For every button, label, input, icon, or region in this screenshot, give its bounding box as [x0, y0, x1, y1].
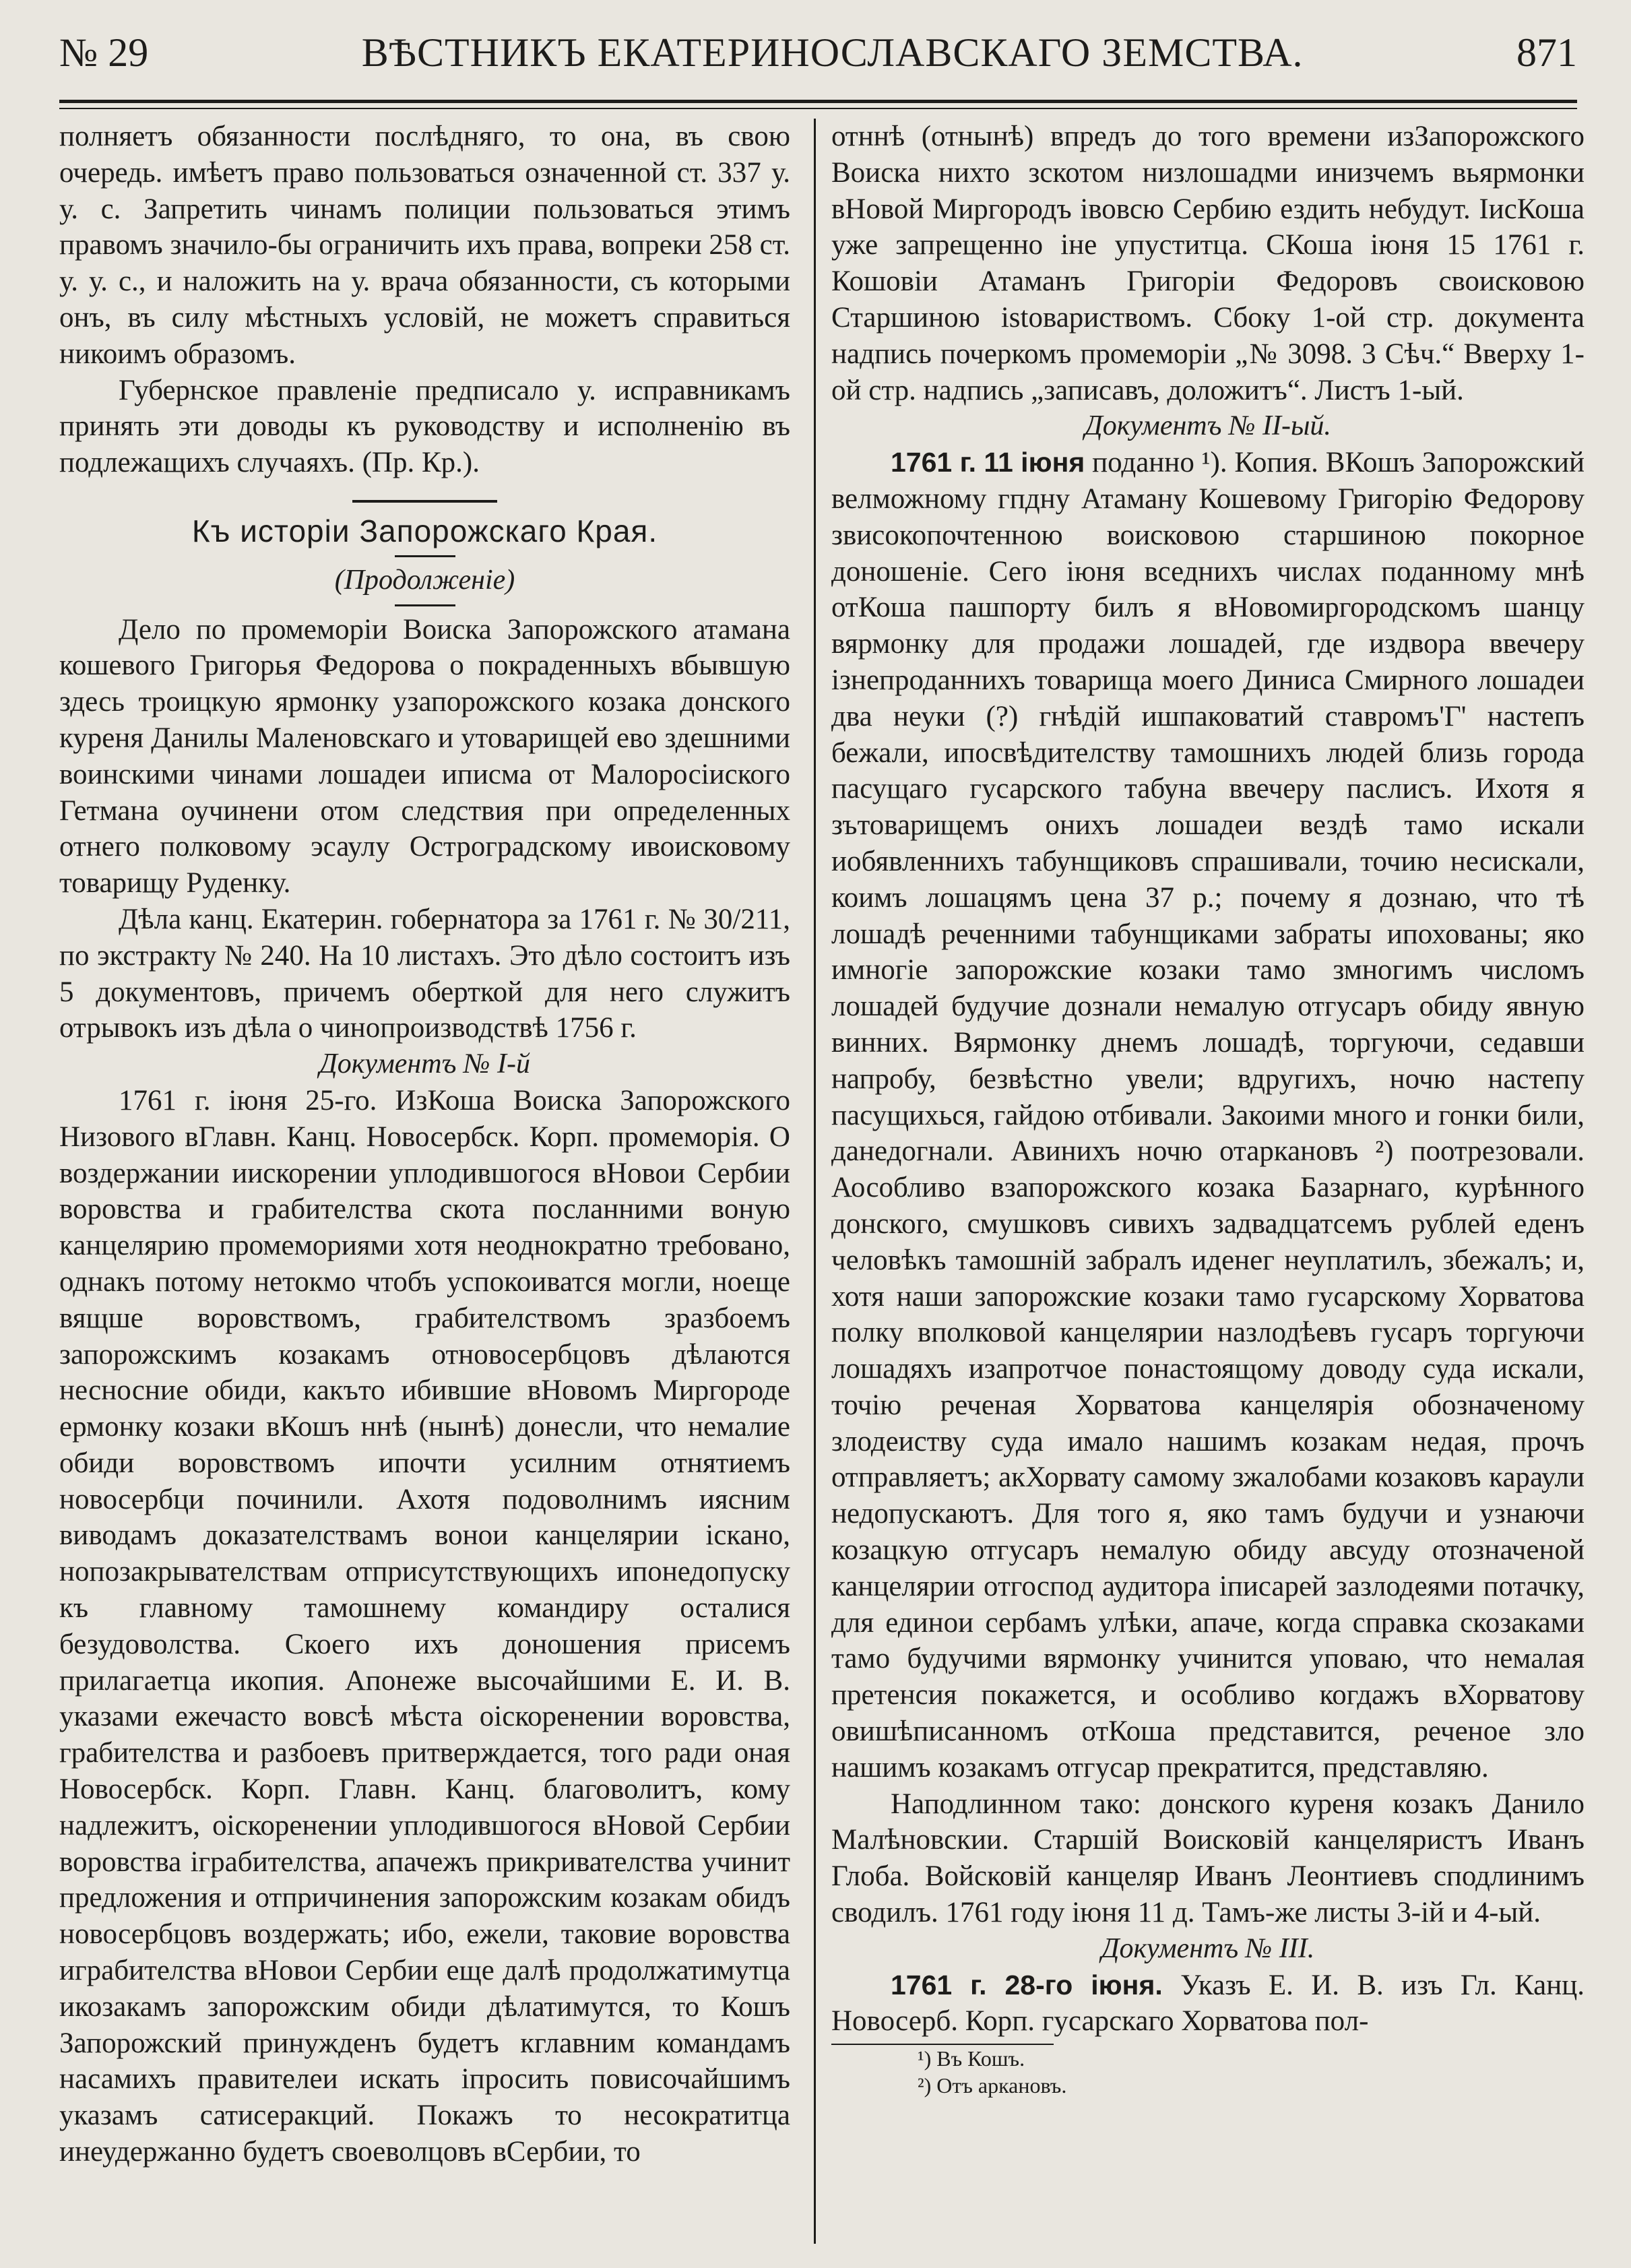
footnote: ²) Отъ аркановъ. [918, 2073, 1067, 2098]
title-separator [395, 555, 455, 557]
paragraph-text: Указъ Е. И. В. изъ Гл. Канц. Новосерб. Корп. гусарскаго Хорватова пол- [831, 1969, 1585, 2038]
page-header [59, 12, 1577, 93]
paragraph: Губернское правленіе предписало у. исправникамъ принять эти доводы къ руководству и исполненію въ подлежащихъ случаяхъ. (Пр. Кр.). [59, 374, 790, 479]
paragraph: 1761 г. іюня 25-го. ИзКоша Воиска Запорожского Низового вГлавн. Канц. Новосербск. Корп. промеморія. О воздержании иискорении уплодившогося вНовои Сербии воровства и грабителства скота посланними воную канцелярию промемориями хотя неоднократно требовано, однакъ потому нетокмо чтобъ успокоиватся могли, ноеще вящше воровствомъ, грабителствомъ зразбоемъ запорожскимъ козакамъ отновосербцовъ дѣлаются несносние обиди, какъто ибившие вНовомъ Миргороде ермонку козаки вКошъ ннѣ (нынѣ) донесли, что немалие обиди воровствомъ ипочти усилним отнятиемъ новосербци починили. Ахотя подоволнимъ иясним виводамъ доказателствамъ вонои канцелярии іскано, нопозакрывателствам отприсутствующихъ ипонедопуску къ главному тамошнему командиру осталися безудоволства. Скоего ихъ доношения присемъ прилагаетца икопия. Апонеже высочайшими Е. И. В. указами ежечасто вовсѣ мѣста оіскоренении воровства, грабителства и разбоевъ притверждается, того ради оная Новосербск. Корп. Главн. Канц. благоволитъ, кому надлежитъ, оіскоренении уплодившогося вНовой Сербии воровства іграбителства, апачежъ прикривателства учинит предложения и отпричинения запорожским козакам обидъ новосербцовъ воздержать; ибо, ежели, таковие воровства играбителства вНовои Сербии еще далѣ продолжатимутца икозакамъ запорожским обиди дѣлатимутся, то Кошъ Запорожский принужденъ будетъ кглавним командамъ насамихъ правителеи искать іпросить повисочайшимъ указамъ сатисеракций. Покажъ то несократитца инеудержанно будетъ своеволцовъ вСербии, то [59, 1084, 790, 2168]
paragraph: отннѣ (отнынѣ) впредъ до того времени изЗапорожского Воиска нихто зскотом низлошадми инизчемъ вьярмонки вНовой Миргородъ івовсю Сербию ездить небудут. ІисКоша уже запрещенно іне упуститца. СКоша іюня 15 1761 г. Кошовіи Атаманъ Григоріи Федоровъ своисковою Старшиною іstовариствомъ. Сбоку 1-ой стр. документа надпись почеркомъ промеморіи „№ 3098. 3 Сѣч.“ Вверху 1-ой стр. надпись „записавъ, доложитъ“. Листъ 1-ый. [831, 121, 1585, 406]
document-heading: Документъ № ІІ-ый. [1085, 410, 1331, 442]
paragraph [831, 1967, 1585, 2040]
document-date: 1761 г. 11 іюня [891, 447, 1085, 478]
paragraph-text: поданно ¹). Копия. ВКошъ Запорожский велможному гпдну Атаману Кошевому Григорію Федорову звисокопочтенною воисковою старшиною покорное доношеніе. Сего іюня вседнихъ числах поданному мнѣ отКоша пашпорту билъ я вНовомиргородскомъ шанцу вярмонку для продажи лошадей, где издвора ввечеру ізнепроданнихъ товарища моего Диниса Смирного лошадеи два неуки (?) гнѣдій ишпаковатий ставромъ'Г' настепъ бежали, ипосвѣдителству тамошнихъ людей близь города пасущаго гусарского табуна ввечеру паслисъ. Ихотя я зътоварищемъ онихъ лошадеи вездѣ тамо искали иобявленнихъ табунщиковъ спрашивали, точию несискали, коимъ лошацямъ цена 37 р.; почему я дознаю, что тѣ лошадѣ реченними табунщиками забраты ипохованы; яко имногіе запорожские козаки тамо змногимъ числомъ лошадей будучие дознали немалую отгусаръ обиду явную винних. Вярмонку днемъ лошадѣ, торгуючи, седавши напробу, безвѣстно увели; вдругихъ, ночю настепу пасущихься, гайдою отбивали. Закоими много и гонки били, данедогнали. Авинихъ ночю отаркановъ ²) поотрезовали. Аособливо взапорожского козака Базарнаго, курѣнного донского, смушковъ сивихъ задвадцатсемъ рублей еденъ человѣкъ тамошній забралъ иденег неуплатилъ, збежалъ; и, хотя наши запорожские козаки тамо гусарскому Хорватова полку вполковой канцелярии назлодѣевъ гусаръ торгуючи лошадяхъ изапротчое понастоящому доводу суда искали, точію реченая Хорватова канцелярія обозначеному злодеиству суда имало нашимъ козакам недая, прочъ отправляетъ; акХорвату самому зжалобами козаковъ караули недопускаютъ. Для того я, яко тамъ будучи и узнаючи козацкую отгусаръ немалую обиду авсуду отозначеной канцелярии отгоспод аудитора іписарей зазлодеями потачку, для единои сербамъ улѣки, апаче, когда справка скозаками тамо будучими вярмонку учинится уповаю, что немалая претенсия покажется, и особливо когдажъ вХорватову овишѣписанномъ отКоша представится, реченое зло нашимъ козакамъ отгусар прекратится, представляю. [831, 447, 1585, 1784]
right-column [831, 119, 1585, 2244]
journal-title: ВѢСТНИКЪ ЕКАТЕРИНОСЛАВСКАГО ЗЕМСТВА. [361, 30, 1304, 75]
left-column [59, 119, 790, 2244]
header-rule [59, 100, 1577, 103]
footnote: ¹) Въ Кошъ. [918, 2046, 1025, 2071]
issue-number: № 29 [59, 30, 149, 75]
paragraph: Дѣла канц. Екатерин. гобернатора за 1761 г. № 30/211, по экстракту № 240. На 10 листахъ. Это дѣло состоитъ изъ 5 документовъ, причемъ оберткой для него служитъ отрывокъ изъ дѣла о чинопроизводствѣ 1756 г. [59, 903, 790, 1044]
document-date: 1761 г. 28-го іюня. [891, 1969, 1163, 2001]
section-subtitle: (Продолженіе) [334, 564, 515, 596]
subtitle-separator [395, 604, 455, 606]
paragraph: Дело по промеморіи Воиска Запорожского атамана кошевого Григорья Федорова о покраденныхъ вбывшую здесь троицкую ярмонку узапорожского козака донского куреня Данилы Маленовскаго и утоварищей ево здешними воинскими чинами лошадеи иписма от Малоросіиского Гетмана оучинени отом следствия при определенных отнего полковому эсаулу Остроградскому ивоисковому товарищу Руденку. [59, 613, 790, 900]
page-number: 871 [1516, 30, 1577, 75]
section-title: Къ исторіи Запорожскаго Края. [191, 513, 658, 548]
document-heading: Документъ № І-й [319, 1048, 530, 1080]
header-rule-thin [59, 108, 1577, 109]
paragraph [831, 445, 1585, 1786]
section-separator [352, 500, 497, 503]
paragraph: полняетъ обязанности послѣдняго, то она, въ свою очередь. имѣетъ право пользоваться означенной ст. 337 у. у. с. Запретить чинамъ полиции пользоваться этимъ правомъ значило-бы ограничить ихъ права, вопреки 258 ст. у. у. с., и наложить на у. врача обязанности, съ которыми онъ, въ силу мѣстныхъ условій, не можетъ справиться никоимъ образомъ. [59, 121, 790, 370]
paragraph: Наподлинном тако: донского куреня козакъ Данило Малѣновскии. Старшій Воисковій канцеляристъ Иванъ Глоба. Войсковій канцеляр Иванъ Леонтиевъ сподлинимъ сводилъ. 1761 году іюня 11 д. Тамъ-же листы 3-ій и 4-ый. [831, 1788, 1585, 1929]
document-heading: Документъ № III. [1101, 1932, 1315, 1964]
column-divider [814, 119, 816, 2244]
